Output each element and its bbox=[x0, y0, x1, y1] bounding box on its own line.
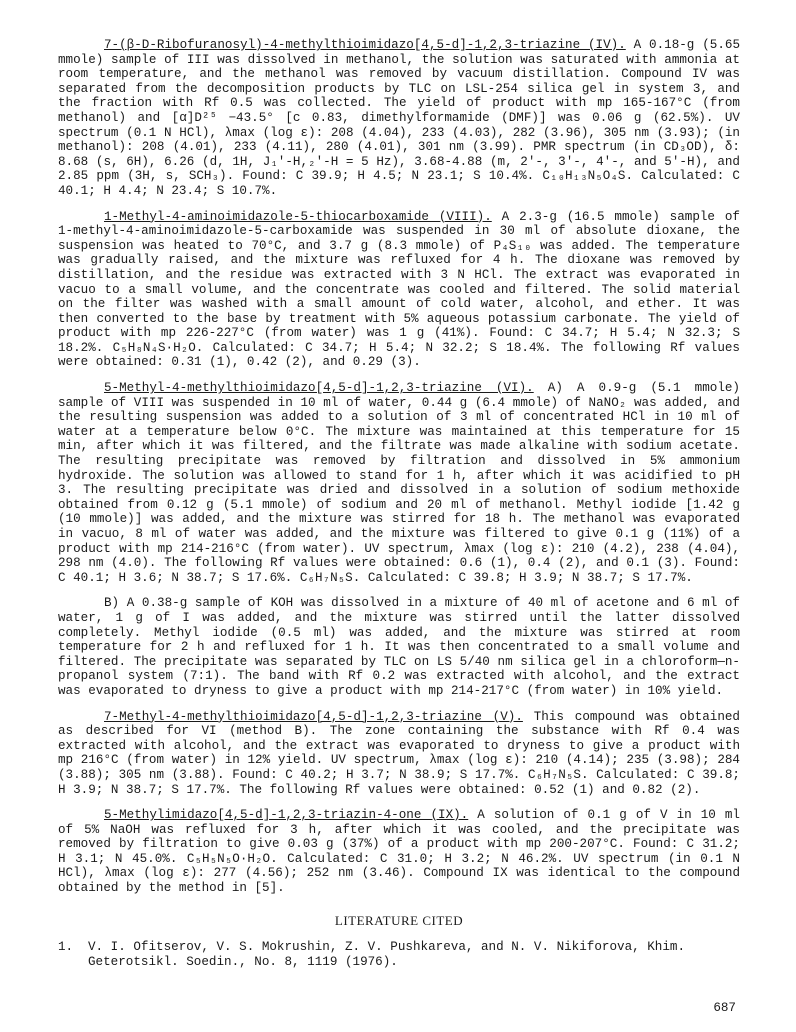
compound-heading: 7-Methyl-4-methylthioimidazo[4,5-d]-1,2,3-triazine (V). bbox=[104, 709, 523, 724]
paragraph-compound-viii bbox=[58, 210, 740, 371]
paragraph-compound-iv bbox=[58, 38, 740, 199]
reference-number: 1. bbox=[58, 940, 74, 955]
compound-heading: 7-(β-D-Ribofuranosyl)-4-methylthioimidazo[4,5-d]-1,2,3-triazine (IV). bbox=[104, 38, 626, 52]
page-number: 687 bbox=[713, 1001, 736, 1016]
reference-text: V. I. Ofitserov, V. S. Mokrushin, Z. V. Pushkareva, and N. V. Nikiforova, Khim. Geterotsikl. Soedin., No. 8, 1119 (1976). bbox=[88, 940, 686, 969]
paragraph-body: B) A 0.38-g sample of KOH was dissolved in a mixture of 40 ml of acetone and 6 ml of water, 1 g of I was added, and the mixture was stirred until the latter dissolved completely. Methyl iodide (0.5 ml) was added, and the mixture was stirred at room temperature for 2 h and refluxed for 1 h. It was then concentrated to a small volume and filtered. The precipitate was separated by TLC on LS 5/40 nm silica gel in a chloroform—n-propanol system (7:1). The band with Rf 0.2 was extracted with alcohol, and the extract was evaporated to dryness to give a product with mp 214-217°C (from water) in 10% yield. bbox=[58, 596, 740, 698]
reference-item bbox=[58, 940, 740, 969]
paragraph-body: A 0.18-g (5.65 mmole) sample of III was dissolved in methanol, the solution was saturated with ammonia at room temperature, and the methanol was removed by vacuum distillation. Compound IV was separated from the decomposition products by TLC on LSL-254 silica gel in system 3, and the fraction with Rf 0.5 was collected. The yield of product with mp 165-167°C (from methanol) and [α]D²⁵ −43.5° [c 0.83, dimethylformamide (DMF)] was 0.06 g (62.5%). UV spectrum (0.1 N HCl), λmax (log ε): 208 (4.04), 233 (4.03), 282 (3.96), 305 nm (3.93); (in methanol): 208 (4.01), 233 (4.11), 280 (4.01), 301 nm (3.99). PMR spectrum (in CD₃OD), δ: 8.68 (s, 6H), 6.26 (d, 1H, J₁'-H,₂'-H = 5 Hz), 3.68-4.88 (m, 2'-, 3'-, 4'-, and 5'-H), and 2.85 ppm (3H, s, SCH₃). Found: C 39.9; H 4.5; N 23.1; S 10.4%. C₁₀H₁₃N₅O₄S. Calculated: C 40.1; H 4.4; N 23.4; S 10.7%. bbox=[58, 38, 740, 198]
paragraph-body: A 2.3-g (16.5 mmole) sample of 1-methyl-4-aminoimidazole-5-carboxamide was suspended in 30 ml of absolute dioxane, the suspension was heated to 70°C, and 3.7 g (8.3 mmole) of P₄S₁₀ was added. The temperature was gradually raised, and the mixture was refluxed for 4 h. The dioxane was removed by distillation, and the residue was extracted with 3 N HCl. The extract was evaporated in vacuo to a small volume, and the concentrate was cooled and filtered. The solid material on the filter was washed with a small amount of cold water, alcohol, and ether. It was then converted to the base by treatment with 5% aqueous potassium carbonate. The yield of product with mp 226-227°C (from water) was 1 g (41%). Found: C 34.7; H 5.4; N 32.3; S 18.2%. C₅H₈N₄S·H₂O. Calculated: C 34.7; H 5.4; N 32.2; S 18.4%. The following Rf values were obtained: 0.31 (1), 0.42 (2), and 0.29 (3). bbox=[58, 209, 740, 370]
paragraph-compound-ix bbox=[58, 808, 740, 896]
paragraph-body: This compound was obtained as described for VI (method B). The zone containing the substance with Rf 0.4 was extracted with alcohol, and the extract was evaporated to dryness to give a product with mp 216°C (from water) in 12% yield. UV spectrum, λmax (log ε): 210 (4.14); 235 (3.98); 284 (3.88); 305 nm (3.88). Found: C 40.2; H 3.7; N 38.9; S 17.7%. C₆H₇N₅S. Calculated: C 39.8; H 3.9; N 38.7; S 17.7%. The following Rf values were obtained: 0.52 (1) and 0.82 (2). bbox=[58, 709, 740, 797]
compound-heading: 5-Methylimidazo[4,5-d]-1,2,3-triazin-4-one (IX). bbox=[104, 808, 469, 823]
text-column bbox=[58, 38, 740, 969]
compound-heading: 5-Methyl-4-methylthioimidazo[4,5-d]-1,2,3-triazine (VI). bbox=[104, 381, 534, 396]
literature-cited-heading: LITERATURE CITED bbox=[334, 912, 464, 928]
paragraph-compound-vi bbox=[58, 381, 740, 585]
paragraph-body: A) A 0.9-g (5.1 mmole) sample of VIII was suspended in 10 ml of water, 0.44 g (6.4 mmole) of NaNO₂ was added, and the resulting suspension was added to a solution of 3 ml of concentrated HCl in 10 ml of water at a temperature below 0°C. The mixture was maintained at this temperature for 15 min, after which it was filtered, and the filtrate was made alkaline with sodium acetate. The resulting precipitate was removed by filtration and dissolved in 5% ammonium hydroxide. The solution was allowed to stand for 1 h, after which it was acidified to pH 3. The resulting precipitate was dried and dissolved in a solution of sodium methoxide obtained from 0.12 g (5.1 mmole) of sodium and 20 ml of methanol. Methyl iodide [1.42 g (10 mmole)] was added, and the mixture was stirred for 18 h. The methanol was evaporated in vacuo, 8 ml of water was added, and the mixture was filtered to give 0.1 g (11%) of a product with mp 214-216°C (from water). UV spectrum, λmax (log ε): 210 (4.2), 238 (4.04), 298 nm (4.0). The following Rf values were obtained: 0.6 (1), 0.4 (2), and 0.1 (3). Found: C 40.1; H 3.6; N 38.7; S 17.6%. C₆H₇N₅S. Calculated: C 39.8; H 3.9; N 38.7; S 17.7%. bbox=[58, 381, 740, 585]
paragraph-method-b bbox=[58, 596, 740, 698]
paragraph-compound-v bbox=[58, 710, 740, 798]
compound-heading: 1-Methyl-4-aminoimidazole-5-thiocarboxamide (VIII). bbox=[104, 209, 492, 224]
paragraph-body: A solution of 0.1 g of V in 10 ml of 5% NaOH was refluxed for 3 h, after which it was cooled, and the precipitate was removed by filtration to give 0.03 g (37%) of a product with mp 200-207°C. Found: C 31.2; H 3.1; N 45.0%. C₅H₅N₅O·H₂O. Calculated: C 31.0; H 3.2; N 46.2%. UV spectrum (in 0.1 N HCl), λmax (log ε): 277 (4.56); 252 nm (3.46). Compound IX was identical to the compound obtained by the method in [5]. bbox=[58, 808, 740, 896]
